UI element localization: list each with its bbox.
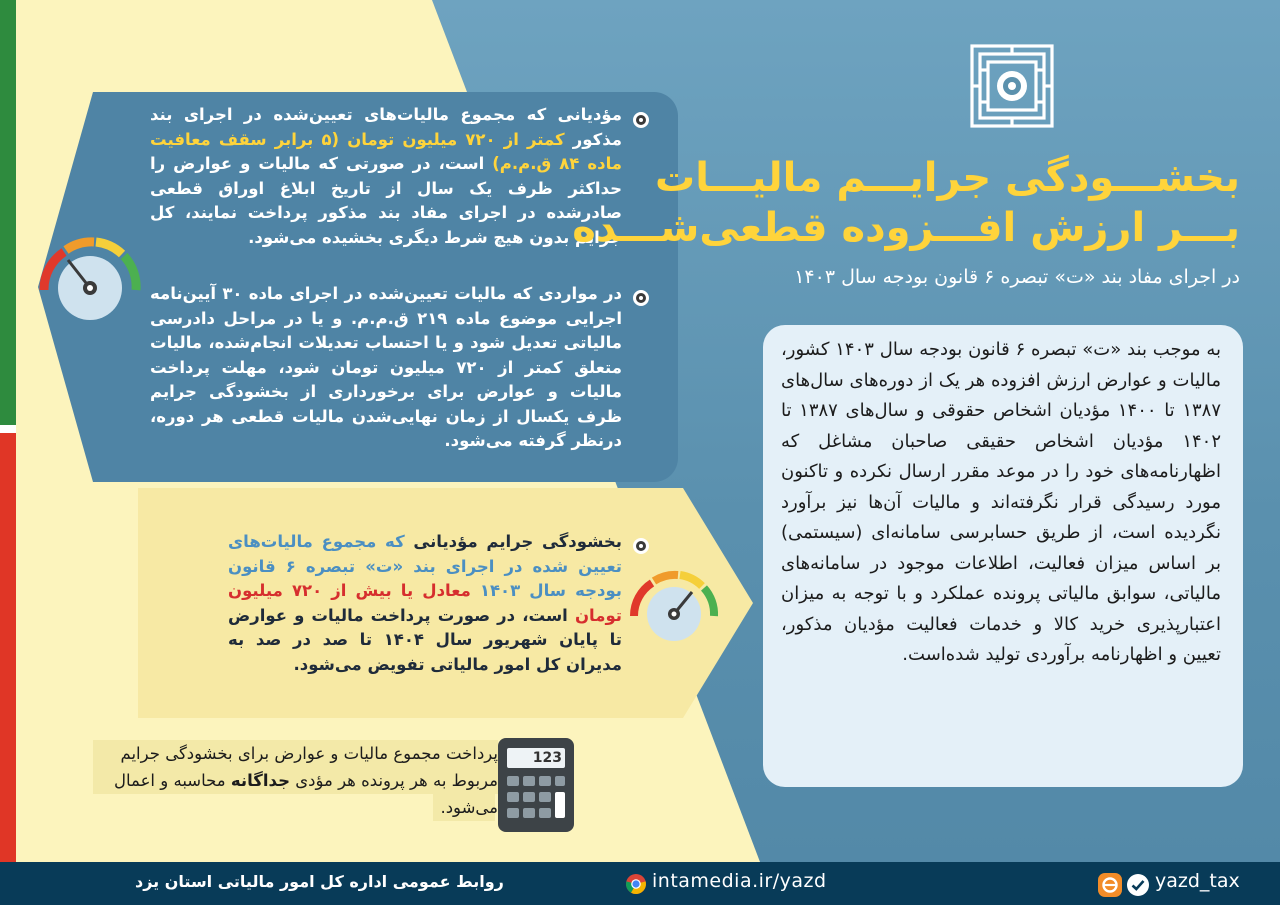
logo-emblem-icon bbox=[968, 42, 1056, 130]
page-subtitle: در اجرای مفاد بند «ت» تبصره ۶ قانون بودجه سال ۱۴۰۳ bbox=[794, 266, 1240, 288]
intro-text: به موجب بند «ت» تبصره ۶ قانون بودجه سال ۱۴۰۳ کشور، مالیات و عوارض ارزش افزوده هر یک از دوره‌های سال‌های ۱۳۸۷ تا ۱۴۰۰ مؤدیان اشخاص حقوقی و سال‌های ۱۳۸۷ تا ۱۴۰۲ مؤدیان اشخاص حقیقی صاحبان مشاغل که اظهارنامه‌های خود را در موعد مقرر ارسال نکرده و تاکنون مورد رسیدگی قرار نگرفته‌اند و مالیات آن‌ها نیز برآورد نگردیده است، از طریق حسابرسی سامانه‌ای (سیستمی) بر اساس میزان فعالیت، اطلاعات موجود در سامانه‌های مالیاتی، سوابق مالیاتی پرونده عملکرد و با توجه به میزان اعتبارپذیری خرید کالا و خدمات فعالیت مؤدیان مذکور، تعیین و اظهارنامه برآوردی تولید شده‌است. bbox=[781, 339, 1222, 665]
bullet-3-part2: است، در صورت پرداخت مالیات و عوارض تا پایان شهریور سال ۱۴۰۴ تا صد در صد به مدیران کل امور مالیاتی تفویض می‌شود. bbox=[228, 605, 622, 674]
eitaa-icon[interactable] bbox=[1097, 872, 1123, 898]
intro-box bbox=[763, 325, 1243, 787]
flag-white-strip bbox=[0, 425, 16, 433]
calculator-note-line-2b: محاسبه و اعمال bbox=[114, 771, 231, 790]
gauge-icon bbox=[626, 566, 721, 648]
bullet-1-part1: مؤدیانی که مجموع مالیات‌های تعیین‌شده در اجرای بند مذکور bbox=[150, 105, 622, 149]
flag-green-strip bbox=[0, 0, 16, 425]
calculator-note-line-1: پرداخت مجموع مالیات و عوارض برای بخشودگی جرایم bbox=[120, 744, 498, 763]
calculator-note-line-3: می‌شود. bbox=[440, 798, 498, 817]
calculator-icon bbox=[498, 738, 574, 832]
bullet-3-red: معادل یا بیش از ۷۲۰ میلیون تومان bbox=[228, 581, 622, 625]
calculator-display: 123 bbox=[532, 750, 562, 766]
bullet-2-text: در مواردی که مالیات تعیین‌شده در اجرای ماده ۳۰ آیین‌نامه اجرایی موضوع ماده ۲۱۹ ق.م.م. و یا در مراحل دادرسی مالیاتی تعدیل شود و یا احتساب تعدیلات انجام‌شده، مالیات متعلق کمتر از ۷۲۰ میلیون تومان شود، مهلت پرداخت مالیات و عوارض برای برخورداری از بخشودگی جرایم ظرف یکسال از زمان نهایی‌شدن مالیات قطعی هر دوره، درنظر گرفته می‌شود. bbox=[150, 284, 623, 450]
bullet-icon bbox=[633, 290, 649, 306]
calculator-note-line-2 bbox=[114, 767, 498, 794]
footer-org: روابط عمومی اداره کل امور مالیاتی استان یزد bbox=[135, 872, 504, 891]
chrome-icon bbox=[625, 873, 647, 895]
bullet-icon bbox=[633, 538, 649, 554]
bullet-icon bbox=[633, 112, 649, 128]
gauge-icon bbox=[34, 232, 144, 327]
bullet-1-highlight: کمتر از ۷۲۰ میلیون تومان (۵ برابر سقف معافیت ماده ۸۴ ق.م.م) bbox=[150, 129, 622, 173]
footer-social-handle[interactable]: yazd_tax bbox=[1155, 870, 1240, 892]
calculator-note-line-2a: مربوط به هر پرونده هر مؤدی bbox=[289, 771, 498, 790]
bullet-3-blue: که مجموع مالیات‌های تعیین شده در اجرای بند «ت» تبصره ۶ قانون بودجه سال ۱۴۰۳ bbox=[228, 532, 622, 600]
calculator-note bbox=[88, 740, 498, 828]
bullet-3-text bbox=[228, 530, 622, 677]
bullet-3-part1: بخشودگی جرایم مؤدیانی bbox=[404, 532, 622, 551]
page-title-line-1: بخشـــودگی جرایـــم مالیـــات bbox=[655, 155, 1240, 201]
bullet-1-part2: است، در صورتی که مالیات و عوارض را حداکثر ظرف یک سال از تاریخ ابلاغ اوراق قطعی صادرشده در اجرای مفاد بند مذکور پرداخت نمایند، کل جرایم بدون هیچ شرط دیگری بخشیده می‌شود. bbox=[150, 154, 622, 247]
page-title-line-2: بـــر ارزش افـــزوده قطعی‌شـــده bbox=[572, 205, 1240, 251]
footer-website-link[interactable]: intamedia.ir/yazd bbox=[652, 870, 827, 892]
calculator-note-bold: جداگانه bbox=[230, 771, 290, 790]
flag-red-strip bbox=[0, 433, 16, 862]
check-icon bbox=[1126, 873, 1150, 897]
bullet-1-text bbox=[150, 103, 622, 250]
